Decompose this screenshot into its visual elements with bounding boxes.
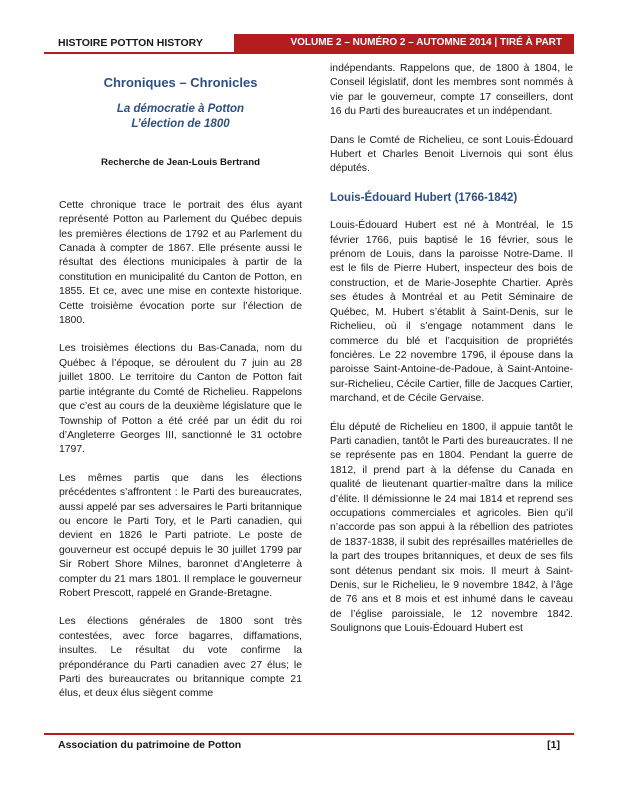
section-title: Chroniques – Chronicles bbox=[103, 75, 258, 90]
page-number: [1] bbox=[547, 739, 560, 751]
paragraph: Cette chronique trace le portrait des élus ayant représenté Potton au Parlement du Québec depuis les premières élections de 1792 et au Parlement du Canada à compter de 1867. Elle présente aussi le résultat des élections municipales à partir de la constitution en municipalité du Canton de Potton, en 1855. Et ce, avec une mise en contexte historique. Cette troisième évocation porte sur l’élection de 1800. bbox=[59, 199, 302, 327]
article-title-line1: La démocratie à Potton bbox=[116, 103, 245, 116]
page-header bbox=[44, 34, 574, 52]
article-title-line2: L’élection de 1800 bbox=[131, 118, 230, 131]
paragraph: Les élections générales de 1800 sont très contestées, avec force bagarres, diffamations, insultes. Le résultat du vote confirme la prépondérance du Parti canadien avec 27 élus; le Parti des bureaucrates ou britannique compte 21 élus, et deux élus siègent comme bbox=[59, 616, 302, 700]
publication-title: HISTOIRE POTTON HISTORY bbox=[58, 37, 203, 49]
left-column bbox=[59, 62, 302, 716]
paragraph: Louis-Édouard Hubert est né à Montréal, le 15 février 1766, puis baptisé le 16 février, sous le prénom de Louis, dans la paroisse Notre-Dame. Il est le fils de Pierre Hubert, inspecteur des bois de construction, et de Marie-Josephte Chartier. Après ses études à Montréal et au Petit Séminaire de Québec, M. Hubert s’établit à Saint-Denis, sur le Richelieu, où il s’engage notamment dans le commerce du blé et l’acquisition de propriétés foncières. Le 22 novembre 1796, il épouse dans la paroisse Saint-Antoine-de-Padoue, à Saint-Antoine-sur-Richelieu, Cécile Cartier, fille de Jacques Cartier, marchand, et de Cécile Gervaise. bbox=[330, 220, 573, 405]
author-byline: Recherche de Jean-Louis Bertrand bbox=[101, 157, 260, 169]
issue-banner: VOLUME 2 – NUMÉRO 2 – AUTOMNE 2014 | TIRÉ À PART bbox=[234, 34, 574, 52]
right-column bbox=[330, 62, 573, 651]
paragraph: indépendants. Rappelons que, de 1800 à 1804, le Conseil législatif, dont les membres sont nommés à vie par le gouverneur, compte 17 conseillers, dont 16 du Parti des bureaucrates et un indépendant. bbox=[330, 63, 573, 118]
section-heading: Louis-Édouard Hubert (1766-1842) bbox=[330, 191, 518, 204]
footer-organization: Association du patrimoine de Potton bbox=[58, 739, 242, 751]
footer-divider bbox=[44, 733, 574, 735]
page-footer bbox=[44, 737, 574, 753]
header-divider bbox=[44, 52, 574, 54]
paragraph: Les troisièmes élections du Bas-Canada, nom du Québec à l’époque, se déroulent du 7 juin au 28 juillet 1800. Le territoire du Canton de Potton fait partie intégrante du Comté de Richelieu. Rappelons que c’est au cours de la deuxième législature que le Township of Potton a été créé par un édit du roi d’Angleterre Georges III, sanctionné le 31 octobre 1797. bbox=[59, 343, 302, 456]
paragraph: Dans le Comté de Richelieu, ce sont Louis-Édouard Hubert et Charles Benoit Livernois qui sont élus députés. bbox=[330, 134, 573, 175]
paragraph: Élu député de Richelieu en 1800, il appuie tantôt le Parti canadien, tantôt le Parti des bureaucrates. Il ne se représente pas en 1804. Pendant la guerre de 1812, il prend part à la défense du Canada en qualité de lieutenant quartier-maître dans la milice d’élite. Il démissionne le 24 mai 1814 et reprend ses occupations commerciales et agricoles. Bien qu’il n’accorde pas son appui à la rébellion des patriotes de 1837-1838, il subit des représailles matérielles de la part des troupes britanniques, et deux de ses fils sont détenus pendant six mois. Il meurt à Saint-Denis, sur le Richelieu, le 9 novembre 1842, à l’âge de 76 ans et 8 mois et est inhumé dans le caveau de l’église paroissiale, le 12 novembre 1842. Soulignons que Louis-Édouard Hubert est bbox=[330, 421, 573, 635]
paragraph: Les mêmes partis que dans les élections précédentes s’affrontent : le Parti des bureaucrates, aussi appelé par ses adversaires le Parti britannique ou encore le Parti Tory, et le Parti canadien, qui devient en 1826 le Parti patriote. Le poste de gouverneur est occupé depuis le 30 juillet 1799 par Sir Robert Shore Milnes, baronnet d’Angleterre à compter du 21 mars 1801. Il remplace le gouverneur Robert Prescott, rappelé en Grande-Bretagne. bbox=[59, 472, 302, 599]
